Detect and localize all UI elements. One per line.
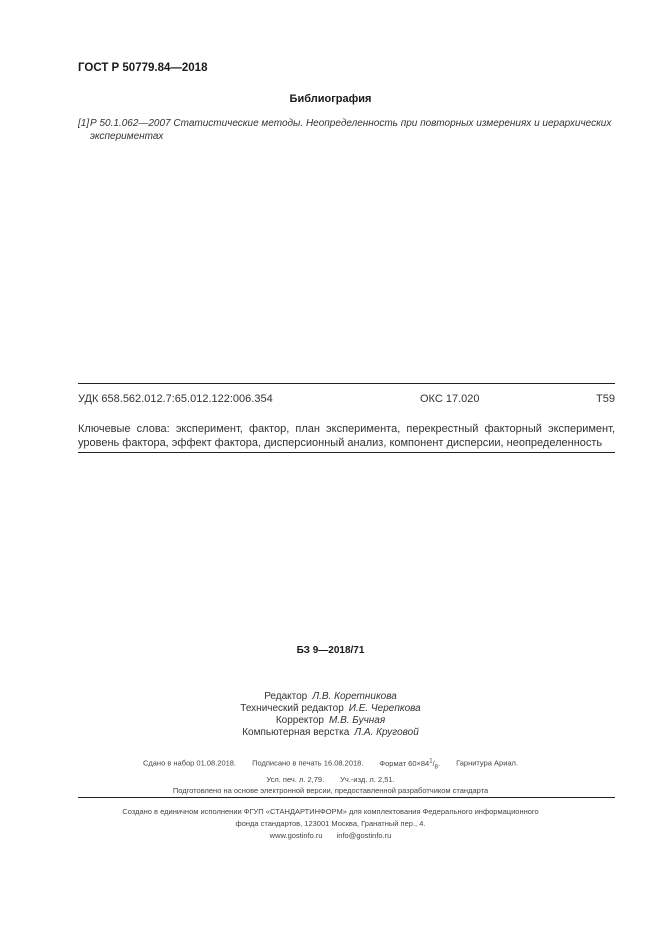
- format: Формат $60\times 84^1/_8$.: [379, 758, 441, 770]
- credit-proofreader: [0, 715, 661, 727]
- credit-name: И.Е. Черепкова: [348, 703, 421, 714]
- print-info-line1: [0, 756, 661, 774]
- credit-name: Л.В. Коретникова: [312, 691, 397, 702]
- keywords: [78, 422, 615, 450]
- credit-name: Л.А. Круговой: [354, 727, 419, 738]
- oks-code: ОКС 17.020: [420, 393, 480, 405]
- bibliography-entry-line1: Р 50.1.062—2007 Статистические методы. Неопределенность при повторных измерениях и иерархических: [90, 118, 612, 129]
- print-info-line2: [0, 774, 661, 786]
- udk-code: УДК 658.562.012.7:65.012.122:006.354: [78, 393, 273, 405]
- print-info: [0, 756, 661, 797]
- credit-role: Корректор: [275, 715, 324, 726]
- t-code: Т59: [596, 393, 615, 405]
- print-sheets: Усл. печ. л. 2,79.: [266, 774, 325, 784]
- credit-role: Редактор: [264, 691, 308, 702]
- credit-role: Компьютерная верстка: [242, 727, 350, 738]
- credit-role: Технический редактор: [240, 703, 344, 714]
- footer-contacts: [0, 830, 661, 842]
- bibliography-entry-text: [92, 117, 618, 143]
- bibliography-entry-number: [1]: [78, 118, 90, 129]
- classification-row: [78, 393, 615, 407]
- footer-line2: фонда стандартов, 123001 Москва, Гранатный пер., 4.: [235, 819, 426, 828]
- footer-line1: Создано в единичном исполнении ФГУП «СТАНДАРТИНФОРМ» для комплектования Федерального информационного: [122, 807, 539, 816]
- credit-editor: [0, 691, 661, 703]
- keywords-line1: Ключевые слова: эксперимент, фактор, план эксперимента, перекрестный факторный эксперимент,: [78, 423, 615, 435]
- credit-name: М.В. Бучная: [328, 715, 386, 726]
- divider-top: [78, 383, 615, 384]
- publish-sheets: Уч.-изд. л. 2,51.: [340, 774, 395, 784]
- email-link[interactable]: info@gostinfo.ru: [336, 831, 392, 840]
- divider-bottom: [78, 797, 615, 798]
- submitted-date: Сдано в набор 01.08.2018.: [142, 758, 237, 768]
- bibliography-title: Библиография: [289, 93, 372, 105]
- bz-number: БЗ 9—2018/71: [296, 645, 365, 656]
- credit-layout: [0, 727, 661, 739]
- typeface: Гарнитура Ариал.: [456, 758, 519, 768]
- bibliography-entry: [78, 117, 618, 143]
- credits-block: [0, 691, 661, 739]
- signed-date: Подписано в печать 16.08.2018.: [252, 758, 364, 768]
- divider-middle: [78, 452, 615, 453]
- bibliography-entry-line2: экспериментах: [90, 131, 164, 142]
- publisher-footer: [0, 806, 661, 842]
- keywords-line2: уровень фактора, эффект фактора, дисперсионный анализ, компонент дисперсии, неопределенность: [78, 437, 603, 449]
- credit-technical-editor: [0, 703, 661, 715]
- standard-id-header: ГОСТ Р 50779.84—2018: [78, 62, 208, 74]
- website-link[interactable]: www.gostinfo.ru: [269, 831, 323, 840]
- prepared-note: Подготовлено на основе электронной версии, предоставленной разработчиком стандарта: [172, 786, 489, 795]
